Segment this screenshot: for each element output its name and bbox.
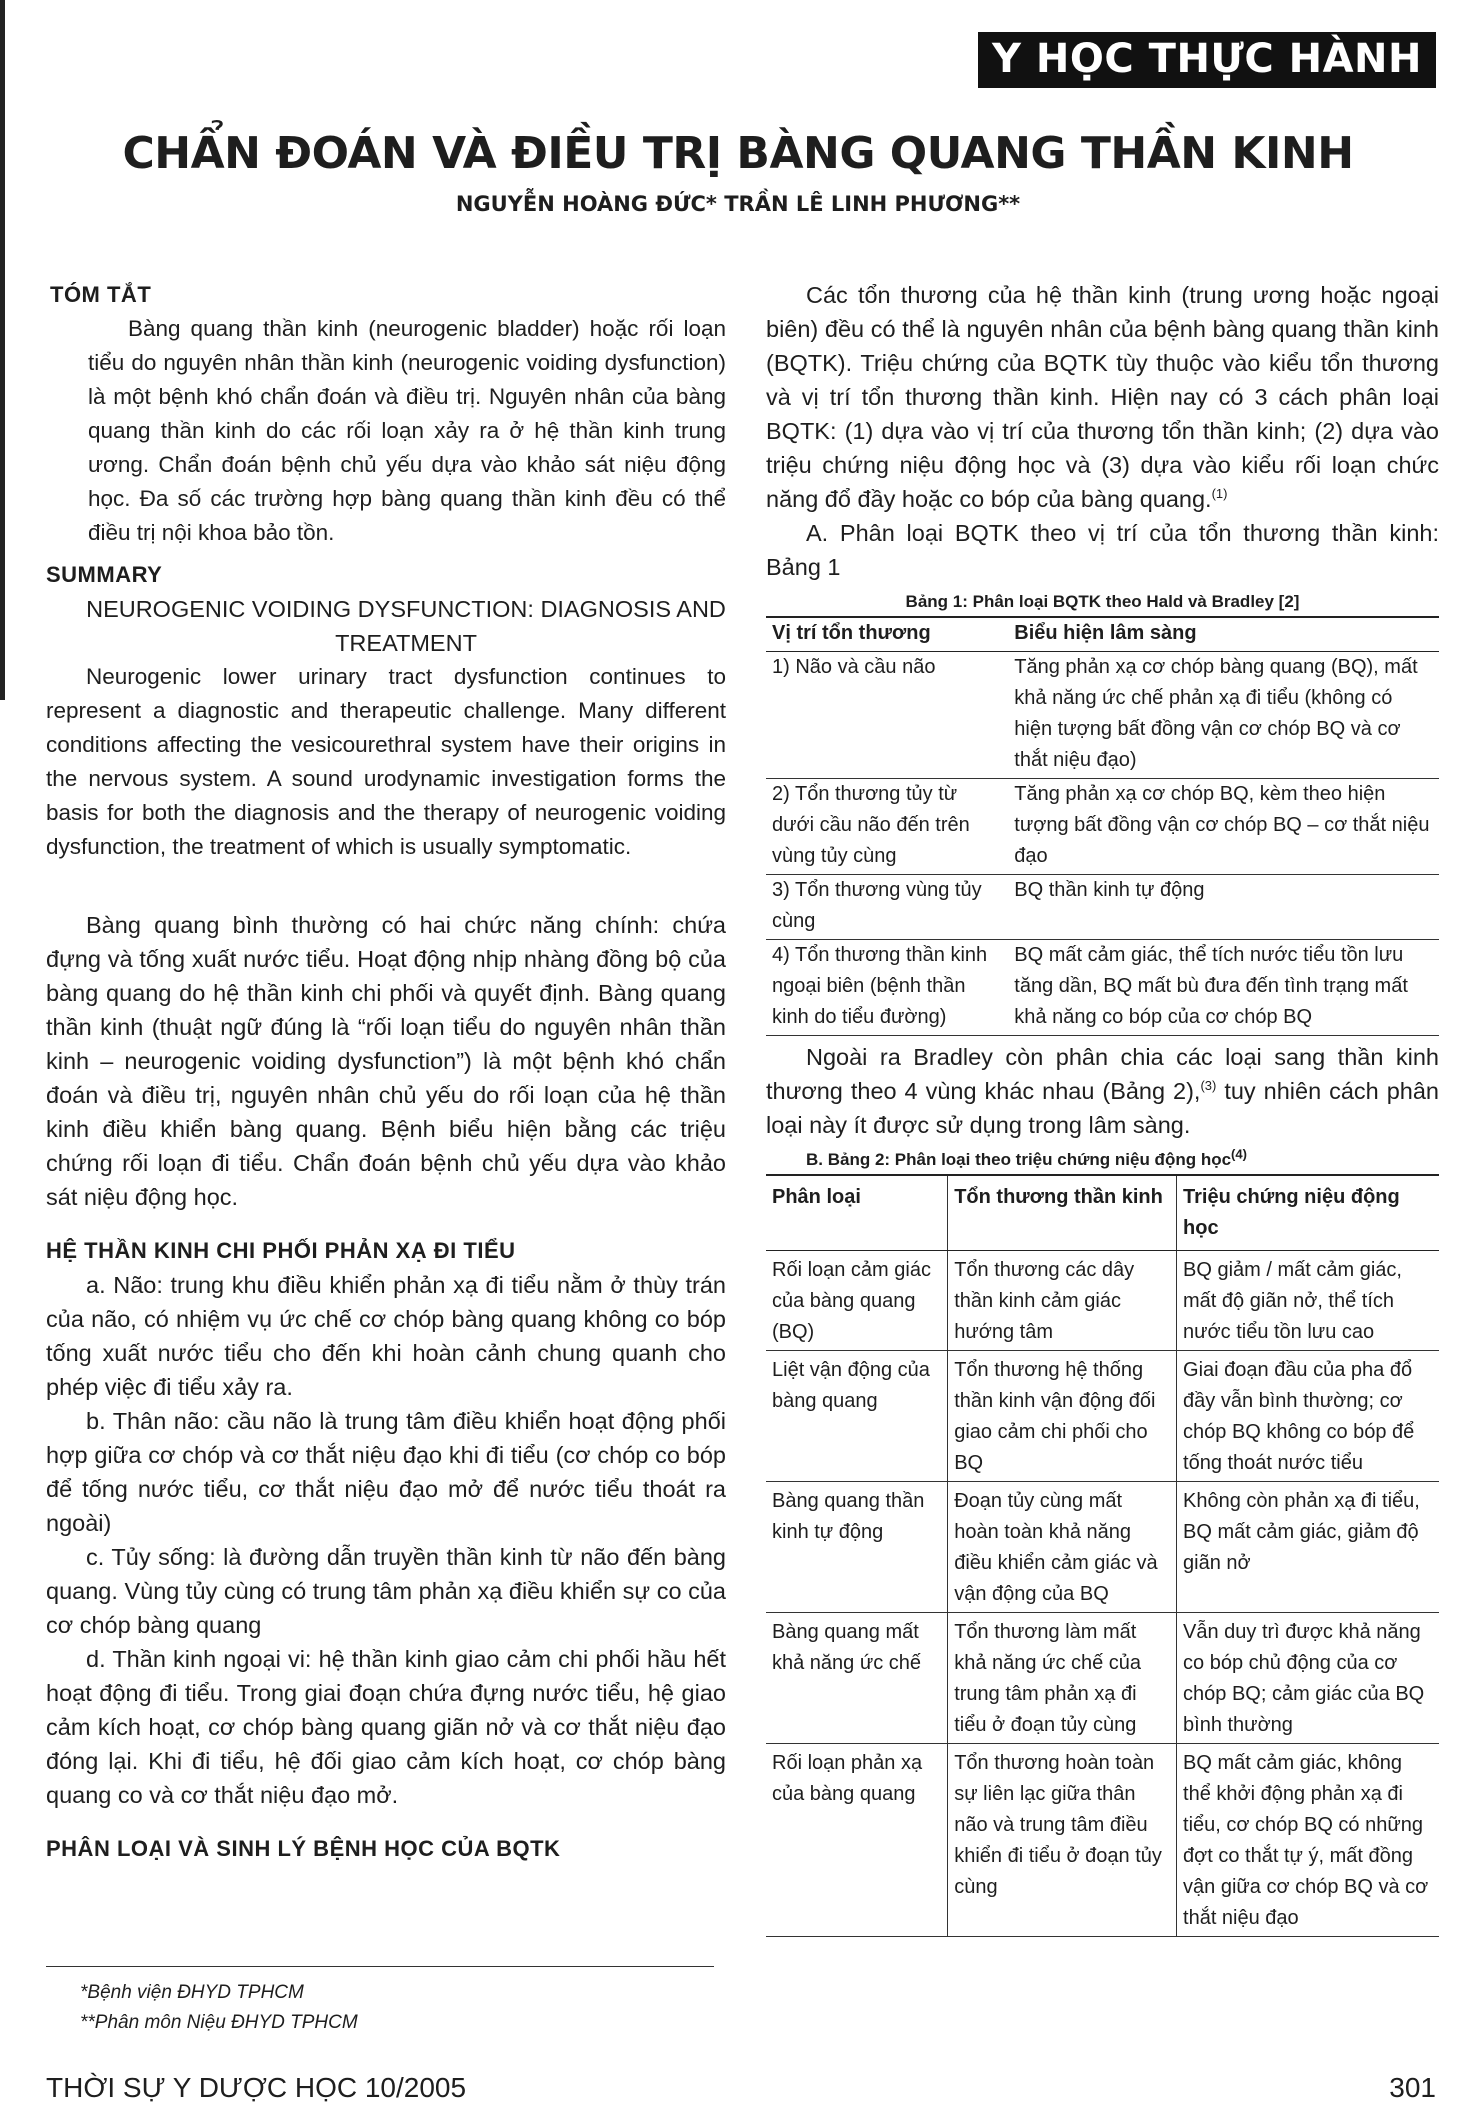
table2-header-row: [766, 1175, 1439, 1251]
table-cell: Rối loạn phản xạ của bàng quang: [766, 1744, 948, 1937]
page-number: 301: [1389, 2072, 1436, 2103]
citation-4: (4): [1231, 1146, 1247, 1162]
section1-heading: HỆ THẦN KINH CHI PHỐI PHẢN XẠ ĐI TIỂU: [46, 1238, 516, 1263]
table-cell: Không còn phản xạ đi tiểu, BQ mất cảm giác, giảm độ giãn nở: [1177, 1482, 1439, 1613]
table-cell: 3) Tổn thương vùng tủy cùng: [766, 875, 1008, 940]
table1: [766, 616, 1439, 1036]
article-authors: NGUYỄN HOÀNG ĐỨC* TRẦN LÊ LINH PHƯƠNG**: [455, 192, 1021, 216]
table-cell: 4) Tổn thương thần kinh ngoại biên (bệnh thần kinh do tiểu đường): [766, 940, 1008, 1036]
table1-header: Vị trí tổn thương: [766, 617, 1008, 652]
table2-header: Tổn thương thần kinh: [948, 1175, 1177, 1251]
table-cell: 1) Não và cầu não: [766, 652, 1008, 779]
table1-header: Biểu hiện lâm sàng: [1008, 617, 1439, 652]
abstract-vi-heading: TÓM TẮT: [50, 282, 152, 307]
table-cell: Rối loạn cảm giác của bàng quang (BQ): [766, 1251, 948, 1351]
right-column: [766, 278, 1439, 1937]
right-paragraph-2: A. Phân loại BQTK theo vị trí của tổn thương thần kinh: Bảng 1: [766, 520, 1439, 580]
table-row: [766, 1613, 1439, 1744]
table-row: [766, 875, 1439, 940]
table2-caption: B. Bảng 2: Phân loại theo triệu chứng niệu động học$^{(4)}$: [806, 1146, 1247, 1169]
table1-header-row: [766, 617, 1439, 652]
right-paragraph-1: Các tổn thương của hệ thần kinh (trung ương hoặc ngoại biên) đều có thể là nguyên nhân của bệnh bàng quang thần kinh (BQTK). Triệu chứng của BQTK tùy thuộc vào kiểu tổn thương và vị trí tổn thương thần kinh. Hiện nay có 3 cách phân loại BQTK: (1) dựa vào vị trí của thương tổn thần kinh; (2) dựa vào triệu chứng niệu động học và (3) dựa vào kiểu rối loạn chức năng đổ đầy hoặc co bóp của bàng quang.$^{(1)}$: [766, 282, 1439, 512]
table-cell: Tổn thương hệ thống thần kinh vận động đối giao cảm chi phối cho BQ: [948, 1351, 1177, 1482]
table-cell: Giai đoạn đầu của pha đổ đầy vẫn bình thường; cơ chóp BQ không co bóp để tống thoát nước tiểu: [1177, 1351, 1439, 1482]
table-cell: BQ thần kinh tự động: [1008, 875, 1439, 940]
table-row: [766, 1251, 1439, 1351]
table-row: [766, 652, 1439, 779]
table1-caption: Bảng 1: Phân loại BQTK theo Hald và Bradley [2]: [905, 592, 1300, 611]
table-cell: Tổn thương làm mất khả năng ức chế của trung tâm phản xạ đi tiểu ở đoạn tủy cùng: [948, 1613, 1177, 1744]
footer-journal: THỜI SỰ Y DƯỢC HỌC 10/2005: [46, 2072, 467, 2103]
table-cell: Bàng quang thần kinh tự động: [766, 1482, 948, 1613]
table-cell: Vẫn duy trì được khả năng co bóp chủ động của cơ chóp BQ; cảm giác của BQ bình thường: [1177, 1613, 1439, 1744]
table-cell: Tăng phản xạ cơ chóp bàng quang (BQ), mất khả năng ức chế phản xạ đi tiểu (không có hiện tượng bất đồng vận cơ chóp BQ và cơ thắt niệu đạo): [1008, 652, 1439, 779]
table-cell: Đoạn tủy cùng mất hoàn toàn khả năng điều khiển cảm giác và vận động của BQ: [948, 1482, 1177, 1613]
footnote-2: **Phân môn Niệu ĐHYD TPHCM: [80, 2012, 358, 2033]
section1-item-b: b. Thân não: cầu não là trung tâm điều khiển hoạt động phối hợp giữa cơ chóp và cơ thắt niệu đạo khi đi tiểu (cơ chóp co bóp để tống nước tiểu, cơ thắt niệu đạo mở để nước tiểu thoát ra ngoài): [46, 1408, 726, 1536]
table-cell: Tổn thương các dây thần kinh cảm giác hướng tâm: [948, 1251, 1177, 1351]
section1-item-a: a. Não: trung khu điều khiển phản xạ đi tiểu nằm ở thùy trán của não, có nhiệm vụ ức chế cơ chóp bàng quang không co bóp tống xuất nước tiểu cho đến khi hoàn cảnh chung quanh cho phép việc đi tiểu xảy ra.: [46, 1272, 726, 1400]
abstract-en-subtitle: NEUROGENIC VOIDING DYSFUNCTION: DIAGNOSIS AND TREATMENT: [86, 596, 726, 656]
footnotes: [80, 1978, 358, 2038]
abstract-en-heading: SUMMARY: [46, 562, 163, 587]
intro-paragraph: Bàng quang bình thường có hai chức năng chính: chứa đựng và tống xuất nước tiểu. Hoạt động nhịp nhàng đồng bộ của bàng quang do hệ thần kinh chi phối và quyết định. Bàng quang thần kinh (thuật ngữ đúng là “rối loạn tiểu do nguyên nhân thần kinh – neurogenic voiding dysfunction”) là một bệnh khó chẩn đoán và điều trị, nguyên nhân chủ yếu do rối loạn của hệ thần kinh điều khiển bàng quang. Bệnh biểu hiện bằng các triệu chứng rối loạn đi tiểu. Chẩn đoán bệnh chủ yếu dựa vào khảo sát niệu động học.: [46, 912, 726, 1210]
table-row: [766, 940, 1439, 1036]
table-cell: 2) Tổn thương tủy từ dưới cầu não đến trên vùng tủy cùng: [766, 779, 1008, 875]
section1-item-c: c. Tủy sống: là đường dẫn truyền thần kinh từ não đến bàng quang. Vùng tủy cùng có trung tâm phản xạ điều khiển sự co của cơ chóp bàng quang: [46, 1544, 726, 1638]
citation-3: (3): [1200, 1078, 1217, 1094]
left-column: [46, 278, 726, 1866]
table-cell: Tổn thương hoàn toàn sự liên lạc giữa thân não và trung tâm điều khiển đi tiểu ở đoạn tủy cùng: [948, 1744, 1177, 1937]
table-cell: Tăng phản xạ cơ chóp BQ, kèm theo hiện tượng bất đồng vận cơ chóp BQ – cơ thắt niệu đạo: [1008, 779, 1439, 875]
table-cell: BQ mất cảm giác, thể tích nước tiểu tồn lưu tăng dần, BQ mất bù đưa đến tình trạng mất khả năng co bóp của cơ chóp BQ: [1008, 940, 1439, 1036]
table-row: [766, 1351, 1439, 1482]
table-cell: BQ mất cảm giác, không thể khởi động phản xạ đi tiểu, cơ chóp BQ có những đợt co thắt tự ý, mất đồng vận giữa cơ chóp BQ và cơ thắt niệu đạo: [1177, 1744, 1439, 1937]
section2-heading: PHÂN LOẠI VÀ SINH LÝ BỆNH HỌC CỦA BQTK: [46, 1836, 561, 1861]
table2: [766, 1174, 1439, 1937]
table2-header: Triệu chứng niệu động học: [1177, 1175, 1439, 1251]
footnote-divider: [46, 1966, 714, 1967]
section1-item-d: d. Thần kinh ngoại vi: hệ thần kinh giao cảm chi phối hầu hết hoạt động đi tiểu. Trong giai đoạn chứa đựng nước tiểu, hệ giao cảm kích hoạt, cơ chóp bàng quang giãn nở và cơ thắt niệu đạo đóng lại. Khi đi tiểu, hệ đối giao cảm kích hoạt, cơ chóp bàng quang co và cơ thắt niệu đạo mở.: [46, 1646, 726, 1808]
footnote-1: *Bệnh viện ĐHYD TPHCM: [80, 1982, 304, 2003]
table2-header: Phân loại: [766, 1175, 948, 1251]
table-row: [766, 1744, 1439, 1937]
table-cell: BQ giảm / mất cảm giác, mất độ giãn nở, thể tích nước tiểu tồn lưu cao: [1177, 1251, 1439, 1351]
table-row: [766, 1482, 1439, 1613]
abstract-en-text: Neurogenic lower urinary tract dysfunction continues to represent a diagnostic and therapeutic challenge. Many different conditions affecting the vesicourethral system have their origins in the nervous system. A sound urodynamic investigation forms the basis for both the diagnosis and the therapy of neurogenic voiding dysfunction, the treatment of which is usually symptomatic.: [46, 664, 726, 859]
left-margin-bar: [0, 0, 5, 700]
citation-1: (1): [1211, 486, 1228, 502]
abstract-vi-text: Bàng quang thần kinh (neurogenic bladder) hoặc rối loạn tiểu do nguyên nhân thần kinh (neurogenic voiding dysfunction) là một bệnh khó chẩn đoán và điều trị. Nguyên nhân của bàng quang thần kinh do các rối loạn xảy ra ở hệ thần kinh trung ương. Chẩn đoán bệnh chủ yếu dựa vào khảo sát niệu động học. Đa số các trường hợp bàng quang thần kinh đều có thể điều trị nội khoa bảo tồn.: [88, 316, 726, 545]
article-title: CHẨN ĐOÁN VÀ ĐIỀU TRỊ BÀNG QUANG THẦN KINH: [122, 128, 1354, 179]
table-row: [766, 779, 1439, 875]
table-cell: Liệt vận động của bàng quang: [766, 1351, 948, 1482]
section-tag: Y HỌC THỰC HÀNH: [978, 32, 1436, 88]
table-cell: Bàng quang mất khả năng ức chế: [766, 1613, 948, 1744]
right-paragraph-3: Ngoài ra Bradley còn phân chia các loại sang thần kinh thương theo 4 vùng khác nhau (Bảng 2),$^{(3)}$ tuy nhiên cách phân loại này ít được sử dụng trong lâm sàng.: [766, 1044, 1439, 1138]
